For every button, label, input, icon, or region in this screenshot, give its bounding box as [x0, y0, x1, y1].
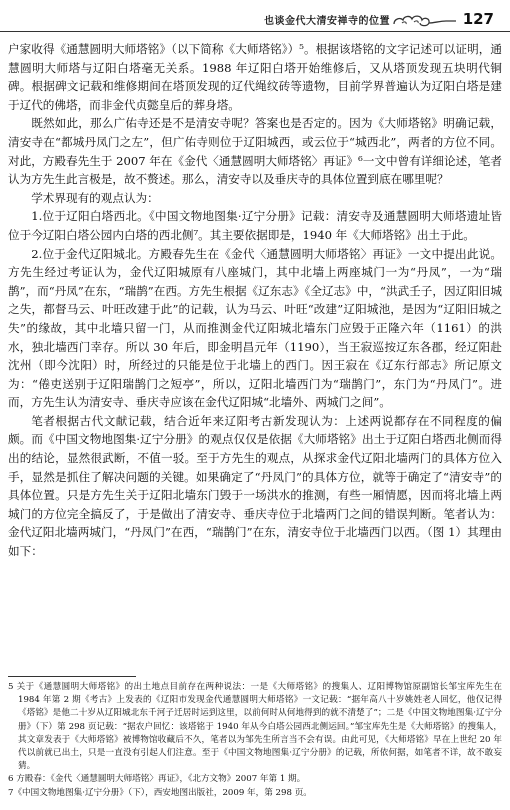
footnote-6: 6 方殿春：《金代〈通慧圆明大师塔铭〉再证》，《北方文物》2007 年第 1 期。 [8, 774, 306, 785]
running-title: 也谈金代大清安禅寺的位置 [264, 16, 390, 27]
paragraph-qingan-location-question: 既然如此，那么广佑寺还是不是清安寺呢？答案也是否定的。因为《大师塔铭》明确记载，清安寺在“都城丹凤门之左”，但广佑寺则位于辽阳城西，或云位于“城西北”，两者的方位不同。对此，方殿春先生于 2007 年在《金代〈通慧圆明大师塔铭〉再证》⁶一文中曾有详细论述，笔者认为方先生此言极是，故不赘述。那么，清安寺以及垂庆寺的具体位置到底在哪里呢？ [8, 116, 502, 187]
paragraph-author-view: 笔者根据古代文献记载，结合近年来辽阳考古新发现认为：上述两说都存在不同程度的偏颇。而《中国文物地图集·辽宁分册》的观点仅仅是依据《大师塔铭》出土于辽阳白塔西北侧而得出的结论，显然很武断，不值一驳。至于方先生的观点，从探求金代辽阳北墙两门的具体方位入手，显然是抓住了解决问题的关键。如果确定了“丹凤门”的具体方位，就等于确定了“清安寺”的具体位置。只是方先生关于辽阳北墙东门毁于一场洪水的推测，有些一厢情愿，因而将北墙上两城门的方位完全搞反了，于是做出了清安寺、垂庆寺位于北墙两门之间的错误判断。笔者认为：金代辽阳北墙两城门，“丹凤门”在西，“瑞鹊门”在东，清安寺位于北墙西门以西。（图 1）其理由如下： [8, 413, 502, 559]
footnotes [8, 681, 502, 800]
footnote-rule [8, 676, 136, 677]
page-number: 127 [462, 10, 494, 28]
cloud-ornament-icon [390, 11, 458, 29]
footnote-7: 7《中国文物地图集·辽宁分册》（下），西安地图出版社，2009 年，第 298 页。 [8, 787, 312, 798]
paragraph-continued: 户家收得《通慧圆明大师塔铭》（以下简称《大师塔铭》）⁵。根据该塔铭的文字记述可以证明，通慧圆明大师塔与辽阳白塔毫无关系。1988 年辽阳白塔开始维修后，又从塔顶发现五块明代铜碑。根据碑文记载和维修期间在塔顶发现的辽代绳纹砖等遗物，目前学界普遍认为辽阳白塔是建于辽代的佛塔，而非金代贞懿皇后的葬身塔。 [8, 42, 502, 112]
header-rule [0, 31, 510, 32]
article-body [8, 40, 502, 561]
paragraph-view-2: 2.位于金代辽阳城北。方殿春先生在《金代〈通慧圆明大师塔铭〉再证》一文中提出此说。方先生经过考证认为，金代辽阳城原有八座城门，其中北墙上两座城门一为“丹凤”，一为“瑞鹊”，而“丹凤”在东，“瑞鹊”在西。方先生根据《辽东志》《全辽志》中，“洪武壬子，因辽阳旧城之失，都督马云、叶旺改建于此”的记载，认为马云、叶旺“改建”辽阳城池，是因为“辽阳旧城之失”的缘故，其中北墙只留一门，从而推测金代辽阳城北墙东门应毁于正隆六年（1161）的洪水，独北墙西门幸存。所以 30 年后，即金明昌元年（1190），当王寂巡按辽东各郡，经辽阳赴沈州（即今沈阳）时，所经过的只能是位于北墙上的西门。因王寂在《辽东行部志》所记原文为：“倦吏送别于辽阳瑞鹊门之短亭”，所以，辽阳北墙西门为“瑞鹊门”，东门为“丹凤门”。进而，方先生认为清安寺、垂庆寺应该在金代辽阳城“北墙外、两城门之间”。 [8, 246, 502, 410]
paragraph-scholarly-views-intro: 学术界现有的观点认为： [31, 190, 159, 205]
footnote-5: 5 关于《通慧圆明大师塔铭》的出土地点目前存在两种说法：一是《大师塔铭》的搜集人、辽阳博物馆原副馆长邹宝库先生在 1984 年第 2 期《考古》上发表的《辽阳市发现金代通慧圆明大师塔铭》一文记载：“据年高八十岁姚姓老人回忆，他仅记得《塔铭》是他二十岁从辽阳城北东千河子迁居时运到这里，以前何时从何地得到的就不清楚了”；二是《中国文物地图集·辽宁分册》（下）第 298 页记载：“据农户回忆：该塔铭于 1940 年从今白塔公园西北侧运回。”邹宝库先生是《大师塔铭》的搜集人，其文章发表于《大师塔铭》被博物馆收藏后不久，笔者以为邹先生所言当不会有误。由此可见，《大师塔铭》早在上世纪 20 年代以前就已出土，只是一直没有引起人们注意。至于《中国文物地图集·辽宁分册》的记载，所依何据，如笔者不详，故不敢妄猜。 [8, 682, 502, 772]
paragraph-view-1: 1.位于辽阳白塔西北。《中国文物地图集·辽宁分册》记载：清安寺及通慧圆明大师塔遗址皆位于今辽阳白塔公园内白塔的西北侧⁷。其主要依据即是，1940 年《大师塔铭》出土于此。 [8, 209, 502, 242]
page-header [0, 10, 510, 30]
